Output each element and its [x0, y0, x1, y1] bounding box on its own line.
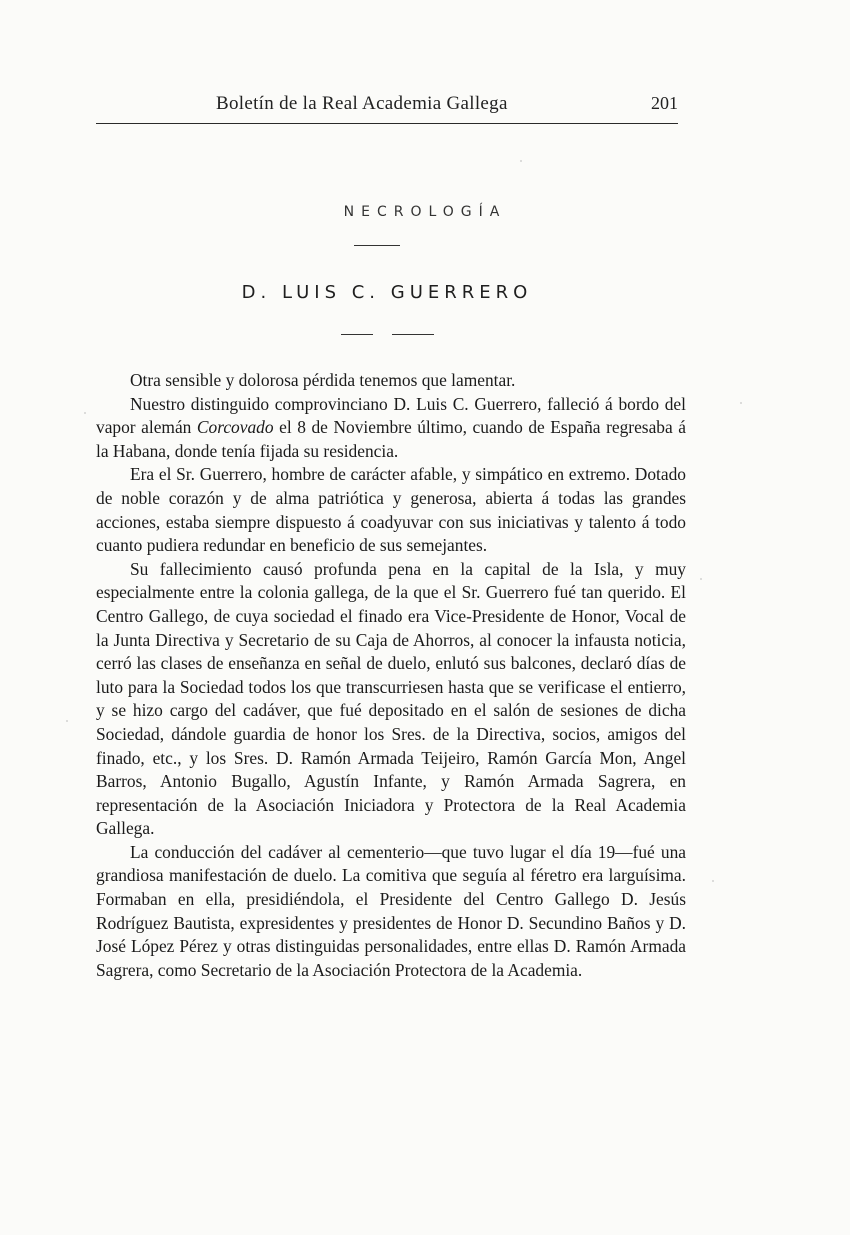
paragraph-2-text-b: el 8 de Noviembre último, cuando de España regresaba á la Habana, donde tenía fijada su residencia. [96, 417, 686, 461]
page-number: 201 [651, 93, 678, 113]
title-divider-left [341, 334, 373, 335]
paper-speck [700, 578, 702, 580]
title-divider-right [392, 334, 434, 335]
paragraph-1: Otra sensible y dolorosa pérdida tenemos que lamentar. [130, 370, 516, 390]
article-title: D. LUIS C. GUERRERO [241, 282, 533, 303]
paragraph-4: Su fallecimiento causó profunda pena en la capital de la Isla, y muy especialmente entre la colonia gallega, de la que el Sr. Guerrero fué tan querido. El Centro Gallego, de cuya sociedad el finado era Vice-Presidente de Honor, Vocal de la Junta Directiva y Secretario de su Caja de Ahorros, al conocer la infausta noticia, cerró las clases de enseñanza en señal de duelo, enlutó sus balcones, declaró días de luto para la Sociedad todos los que transcurriesen hasta que se verificase el entierro, y se hizo cargo del cadáver, que fué depositado en el salón de sesiones de dicha Sociedad, dándole guardia de honor los Sres. de la Directiva, socios, amigos del finado, etc., y los Sres. D. Ramón Armada Teijeiro, Ramón García Mon, Angel Barros, Antonio Bugallo, Agustín Infante, y Ramón Armada Sagrera, en representación de la Asociación Iniciadora y Protectora de la Real Academia Gallega. [96, 558, 686, 839]
paper-speck [84, 412, 86, 414]
paragraph-2-text-a: Nuestro distinguido comprovinciano D. Luis C. Guerrero, falleció á bordo del vapor alemán [96, 393, 686, 438]
article-body [96, 369, 686, 982]
paper-speck [740, 402, 742, 404]
paragraph-2 [96, 393, 686, 464]
paper-speck [66, 720, 68, 722]
journal-title: Boletín de la Real Academia Gallega [216, 93, 508, 114]
paper-speck [712, 880, 714, 882]
ship-name: Corcovado [196, 417, 274, 438]
running-header [96, 93, 678, 124]
paragraph-3: Era el Sr. Guerrero, hombre de carácter afable, y simpático en extremo. Dotado de noble corazón y de alma patriótica y generosa, abierta á todas las grandes acciones, estaba siempre dispuesto á coadyuvar con sus iniciativas y talento á todo cuanto pudiera redundar en beneficio de sus semejantes. [96, 464, 686, 556]
paragraph-5: La conducción del cadáver al cementerio—que tuvo lugar el día 19—fué una grandiosa manifestación de duelo. La comitiva que seguía al féretro era larguísima. Formaban en ella, presidiéndola, el Presidente del Centro Gallego D. Jesús Rodríguez Bautista, expresidentes y presidentes de Honor D. Secundino Baños y D. José López Pérez y otras distinguidas personalidades, entre ellas D. Ramón Armada Sagrera, como Secretario de la Asociación Protectora de la Academia. [96, 841, 686, 980]
section-title: NECROLOGÍA [343, 204, 507, 220]
section-divider [354, 245, 400, 246]
paper-speck [520, 160, 522, 162]
